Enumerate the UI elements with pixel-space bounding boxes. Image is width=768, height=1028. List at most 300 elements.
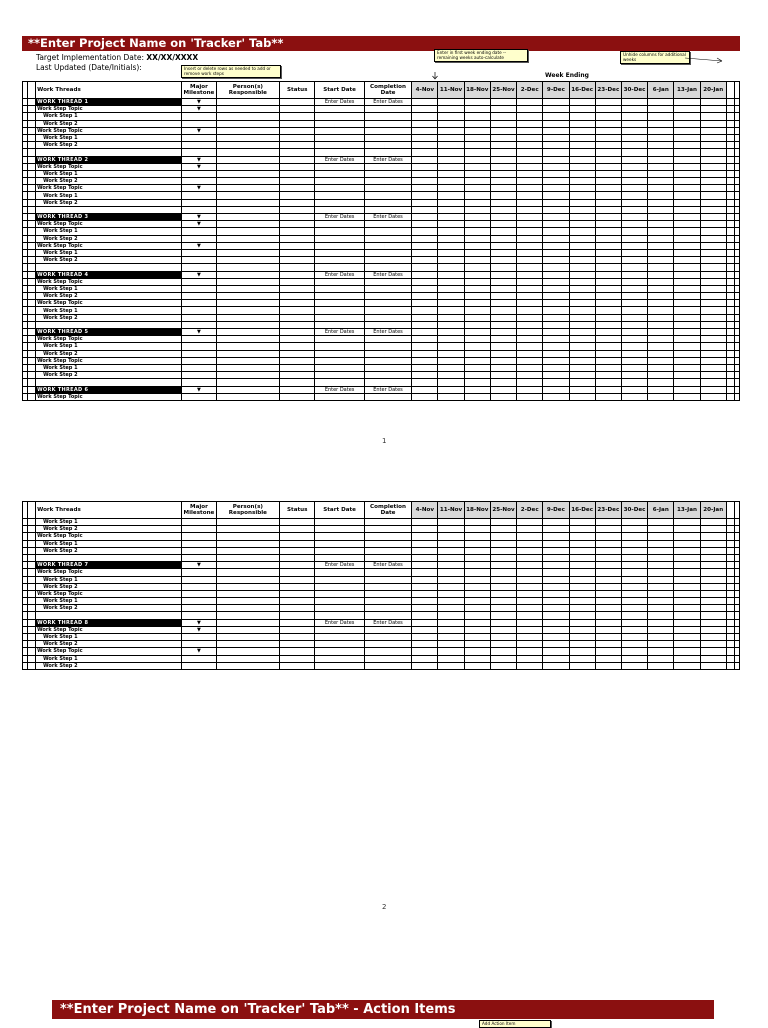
week-cell[interactable] bbox=[621, 590, 647, 597]
start-date-cell[interactable] bbox=[315, 393, 364, 400]
work-step-label[interactable]: Work Step Topic bbox=[36, 106, 182, 113]
week-cell[interactable] bbox=[464, 156, 490, 163]
week-cell[interactable] bbox=[569, 583, 595, 590]
status-cell[interactable] bbox=[280, 127, 315, 134]
week-cell[interactable] bbox=[700, 185, 726, 192]
status-cell[interactable] bbox=[280, 590, 315, 597]
status-cell[interactable] bbox=[280, 106, 315, 113]
week-cell[interactable] bbox=[412, 343, 438, 350]
week-cell[interactable] bbox=[412, 590, 438, 597]
week-cell[interactable] bbox=[490, 156, 516, 163]
work-step-label[interactable]: Work Step 1 bbox=[36, 113, 182, 120]
week-cell[interactable] bbox=[595, 583, 621, 590]
week-cell[interactable] bbox=[595, 178, 621, 185]
week-cell[interactable] bbox=[569, 648, 595, 655]
week-cell[interactable] bbox=[517, 364, 543, 371]
week-cell[interactable] bbox=[648, 540, 674, 547]
week-cell[interactable] bbox=[674, 554, 700, 561]
week-cell[interactable] bbox=[648, 271, 674, 278]
week-cell[interactable] bbox=[621, 357, 647, 364]
week-cell[interactable] bbox=[543, 662, 569, 669]
status-cell[interactable] bbox=[280, 134, 315, 141]
week-cell[interactable] bbox=[648, 228, 674, 235]
completion-date-cell[interactable] bbox=[364, 300, 411, 307]
week-cell[interactable] bbox=[700, 120, 726, 127]
week-cell[interactable] bbox=[490, 300, 516, 307]
completion-date-cell[interactable]: Enter Dates bbox=[364, 99, 411, 106]
week-cell[interactable] bbox=[674, 127, 700, 134]
start-date-cell[interactable] bbox=[315, 285, 364, 292]
week-cell[interactable] bbox=[543, 343, 569, 350]
start-date-cell[interactable] bbox=[315, 206, 364, 213]
responsible-cell[interactable] bbox=[216, 329, 280, 336]
week-cell[interactable] bbox=[490, 257, 516, 264]
week-cell[interactable] bbox=[674, 533, 700, 540]
week-cell[interactable] bbox=[517, 192, 543, 199]
responsible-cell[interactable] bbox=[216, 569, 280, 576]
status-cell[interactable] bbox=[280, 278, 315, 285]
week-cell[interactable] bbox=[674, 648, 700, 655]
responsible-cell[interactable] bbox=[216, 626, 280, 633]
week-cell[interactable] bbox=[464, 307, 490, 314]
week-cell[interactable] bbox=[569, 386, 595, 393]
week-cell[interactable] bbox=[674, 590, 700, 597]
week-cell[interactable] bbox=[621, 113, 647, 120]
week-cell[interactable] bbox=[648, 264, 674, 271]
week-cell[interactable] bbox=[621, 321, 647, 328]
week-cell[interactable] bbox=[543, 178, 569, 185]
week-cell[interactable] bbox=[700, 583, 726, 590]
week-cell[interactable] bbox=[517, 271, 543, 278]
week-cell[interactable] bbox=[569, 120, 595, 127]
week-cell[interactable] bbox=[412, 386, 438, 393]
week-cell[interactable] bbox=[621, 235, 647, 242]
week-cell[interactable] bbox=[595, 612, 621, 619]
milestone-cell[interactable] bbox=[182, 178, 216, 185]
milestone-cell[interactable] bbox=[182, 598, 216, 605]
week-cell[interactable] bbox=[595, 569, 621, 576]
week-cell[interactable] bbox=[412, 350, 438, 357]
week-cell[interactable] bbox=[490, 598, 516, 605]
week-cell[interactable] bbox=[700, 648, 726, 655]
work-step-label[interactable]: Work Step 2 bbox=[36, 314, 182, 321]
week-cell[interactable] bbox=[621, 99, 647, 106]
week-cell[interactable] bbox=[621, 554, 647, 561]
week-cell[interactable] bbox=[464, 547, 490, 554]
start-date-cell[interactable] bbox=[315, 626, 364, 633]
week-cell[interactable] bbox=[517, 134, 543, 141]
milestone-cell[interactable] bbox=[182, 142, 216, 149]
week-cell[interactable] bbox=[464, 235, 490, 242]
week-cell[interactable] bbox=[490, 554, 516, 561]
status-cell[interactable] bbox=[280, 372, 315, 379]
week-cell[interactable] bbox=[517, 526, 543, 533]
week-cell[interactable] bbox=[648, 127, 674, 134]
completion-date-cell[interactable] bbox=[364, 547, 411, 554]
week-cell[interactable] bbox=[438, 540, 464, 547]
week-cell[interactable] bbox=[621, 264, 647, 271]
week-cell[interactable] bbox=[648, 393, 674, 400]
week-cell[interactable] bbox=[412, 120, 438, 127]
week-cell[interactable] bbox=[517, 221, 543, 228]
start-date-cell[interactable]: Enter Dates bbox=[315, 386, 364, 393]
week-cell[interactable] bbox=[621, 350, 647, 357]
week-cell[interactable] bbox=[517, 655, 543, 662]
completion-date-cell[interactable] bbox=[364, 278, 411, 285]
week-cell[interactable] bbox=[674, 170, 700, 177]
week-cell[interactable] bbox=[621, 329, 647, 336]
week-cell[interactable] bbox=[490, 372, 516, 379]
start-date-cell[interactable] bbox=[315, 372, 364, 379]
week-cell[interactable] bbox=[464, 554, 490, 561]
week-cell[interactable] bbox=[648, 590, 674, 597]
start-date-cell[interactable] bbox=[315, 662, 364, 669]
week-cell[interactable] bbox=[621, 364, 647, 371]
week-cell[interactable] bbox=[648, 235, 674, 242]
week-cell[interactable] bbox=[543, 221, 569, 228]
week-cell[interactable] bbox=[438, 278, 464, 285]
week-cell[interactable] bbox=[674, 526, 700, 533]
week-cell[interactable] bbox=[700, 149, 726, 156]
week-cell[interactable] bbox=[621, 655, 647, 662]
work-step-label[interactable] bbox=[36, 206, 182, 213]
week-cell[interactable] bbox=[438, 257, 464, 264]
status-cell[interactable] bbox=[280, 386, 315, 393]
week-cell[interactable] bbox=[700, 242, 726, 249]
responsible-cell[interactable] bbox=[216, 357, 280, 364]
week-cell[interactable] bbox=[595, 285, 621, 292]
week-cell[interactable] bbox=[595, 106, 621, 113]
week-cell[interactable] bbox=[438, 519, 464, 526]
milestone-cell[interactable] bbox=[182, 547, 216, 554]
week-cell[interactable] bbox=[595, 648, 621, 655]
work-step-label[interactable]: Work Step 2 bbox=[36, 605, 182, 612]
week-cell[interactable] bbox=[648, 336, 674, 343]
week-cell[interactable] bbox=[543, 336, 569, 343]
work-step-label[interactable]: Work Step 2 bbox=[36, 583, 182, 590]
week-cell[interactable] bbox=[464, 329, 490, 336]
milestone-cell[interactable]: ▼ bbox=[182, 619, 216, 626]
week-cell[interactable] bbox=[595, 357, 621, 364]
week-cell[interactable] bbox=[464, 149, 490, 156]
week-cell[interactable] bbox=[543, 134, 569, 141]
week-cell[interactable] bbox=[674, 271, 700, 278]
week-cell[interactable] bbox=[621, 142, 647, 149]
completion-date-cell[interactable] bbox=[364, 343, 411, 350]
week-cell[interactable] bbox=[412, 357, 438, 364]
week-cell[interactable] bbox=[648, 113, 674, 120]
week-cell[interactable] bbox=[412, 540, 438, 547]
week-cell[interactable] bbox=[464, 120, 490, 127]
week-cell[interactable] bbox=[648, 598, 674, 605]
week-cell[interactable] bbox=[700, 350, 726, 357]
week-cell[interactable] bbox=[595, 170, 621, 177]
completion-date-cell[interactable] bbox=[364, 293, 411, 300]
week-cell[interactable] bbox=[490, 271, 516, 278]
start-date-cell[interactable]: Enter Dates bbox=[315, 562, 364, 569]
week-cell[interactable] bbox=[674, 134, 700, 141]
week-cell[interactable] bbox=[700, 99, 726, 106]
week-cell[interactable] bbox=[543, 576, 569, 583]
completion-date-cell[interactable] bbox=[364, 192, 411, 199]
completion-date-cell[interactable] bbox=[364, 127, 411, 134]
completion-date-cell[interactable]: Enter Dates bbox=[364, 214, 411, 221]
week-cell[interactable] bbox=[569, 533, 595, 540]
week-cell[interactable] bbox=[648, 106, 674, 113]
week-cell[interactable] bbox=[648, 350, 674, 357]
week-cell[interactable] bbox=[517, 626, 543, 633]
status-cell[interactable] bbox=[280, 569, 315, 576]
week-cell[interactable] bbox=[648, 547, 674, 554]
responsible-cell[interactable] bbox=[216, 192, 280, 199]
week-cell[interactable] bbox=[569, 612, 595, 619]
week-cell[interactable] bbox=[674, 235, 700, 242]
week-cell[interactable] bbox=[438, 185, 464, 192]
week-cell[interactable] bbox=[595, 235, 621, 242]
week-cell[interactable] bbox=[517, 285, 543, 292]
week-cell[interactable] bbox=[543, 321, 569, 328]
week-cell[interactable] bbox=[517, 293, 543, 300]
week-cell[interactable] bbox=[517, 278, 543, 285]
start-date-cell[interactable] bbox=[315, 655, 364, 662]
milestone-cell[interactable] bbox=[182, 199, 216, 206]
status-cell[interactable] bbox=[280, 598, 315, 605]
week-cell[interactable] bbox=[621, 192, 647, 199]
week-cell[interactable] bbox=[412, 598, 438, 605]
week-cell[interactable] bbox=[648, 163, 674, 170]
responsible-cell[interactable] bbox=[216, 206, 280, 213]
milestone-cell[interactable] bbox=[182, 519, 216, 526]
status-cell[interactable] bbox=[280, 350, 315, 357]
responsible-cell[interactable] bbox=[216, 562, 280, 569]
week-cell[interactable] bbox=[517, 619, 543, 626]
start-date-cell[interactable] bbox=[315, 598, 364, 605]
status-cell[interactable] bbox=[280, 540, 315, 547]
milestone-cell[interactable]: ▼ bbox=[182, 106, 216, 113]
week-cell[interactable] bbox=[700, 321, 726, 328]
completion-date-cell[interactable] bbox=[364, 321, 411, 328]
week-cell[interactable] bbox=[648, 120, 674, 127]
week-cell[interactable] bbox=[543, 641, 569, 648]
week-cell[interactable] bbox=[464, 106, 490, 113]
week-cell[interactable] bbox=[543, 357, 569, 364]
week-cell[interactable] bbox=[543, 590, 569, 597]
week-cell[interactable] bbox=[621, 242, 647, 249]
week-cell[interactable] bbox=[412, 149, 438, 156]
week-cell[interactable] bbox=[543, 257, 569, 264]
work-thread-label[interactable]: WORK THREAD 8 bbox=[36, 619, 182, 626]
milestone-cell[interactable] bbox=[182, 641, 216, 648]
week-cell[interactable] bbox=[569, 185, 595, 192]
work-step-label[interactable]: Work Step Topic bbox=[36, 185, 182, 192]
week-cell[interactable] bbox=[648, 357, 674, 364]
week-cell[interactable] bbox=[543, 264, 569, 271]
week-cell[interactable] bbox=[438, 156, 464, 163]
milestone-cell[interactable] bbox=[182, 206, 216, 213]
week-cell[interactable] bbox=[674, 641, 700, 648]
week-cell[interactable] bbox=[569, 242, 595, 249]
work-step-label[interactable]: Work Step Topic bbox=[36, 300, 182, 307]
completion-date-cell[interactable] bbox=[364, 113, 411, 120]
week-cell[interactable] bbox=[438, 547, 464, 554]
week-cell[interactable] bbox=[621, 547, 647, 554]
week-cell[interactable] bbox=[674, 350, 700, 357]
work-step-label[interactable]: Work Step 2 bbox=[36, 257, 182, 264]
milestone-cell[interactable]: ▼ bbox=[182, 163, 216, 170]
week-cell[interactable] bbox=[490, 120, 516, 127]
week-cell[interactable] bbox=[543, 242, 569, 249]
week-cell[interactable] bbox=[648, 242, 674, 249]
work-thread-label[interactable]: WORK THREAD 5 bbox=[36, 329, 182, 336]
week-cell[interactable] bbox=[569, 99, 595, 106]
week-cell[interactable] bbox=[595, 554, 621, 561]
week-cell[interactable] bbox=[648, 533, 674, 540]
status-cell[interactable] bbox=[280, 554, 315, 561]
week-cell[interactable] bbox=[543, 99, 569, 106]
week-cell[interactable] bbox=[438, 214, 464, 221]
week-cell[interactable] bbox=[543, 120, 569, 127]
week-cell[interactable] bbox=[464, 605, 490, 612]
week-cell[interactable] bbox=[543, 598, 569, 605]
start-date-cell[interactable] bbox=[315, 149, 364, 156]
work-step-label[interactable]: Work Step Topic bbox=[36, 221, 182, 228]
week-cell[interactable] bbox=[621, 300, 647, 307]
week-cell[interactable] bbox=[438, 386, 464, 393]
week-cell[interactable] bbox=[464, 192, 490, 199]
week-cell[interactable] bbox=[438, 329, 464, 336]
week-cell[interactable] bbox=[674, 149, 700, 156]
week-cell[interactable] bbox=[674, 612, 700, 619]
work-step-label[interactable]: Work Step 2 bbox=[36, 293, 182, 300]
week-cell[interactable] bbox=[490, 199, 516, 206]
milestone-cell[interactable] bbox=[182, 285, 216, 292]
week-cell[interactable] bbox=[543, 278, 569, 285]
start-date-cell[interactable] bbox=[315, 127, 364, 134]
week-cell[interactable] bbox=[438, 314, 464, 321]
completion-date-cell[interactable] bbox=[364, 314, 411, 321]
work-step-label[interactable]: Work Step Topic bbox=[36, 393, 182, 400]
completion-date-cell[interactable] bbox=[364, 372, 411, 379]
week-cell[interactable] bbox=[490, 235, 516, 242]
start-date-cell[interactable] bbox=[315, 264, 364, 271]
start-date-cell[interactable]: Enter Dates bbox=[315, 99, 364, 106]
week-cell[interactable] bbox=[595, 321, 621, 328]
completion-date-cell[interactable] bbox=[364, 576, 411, 583]
week-cell[interactable] bbox=[517, 185, 543, 192]
responsible-cell[interactable] bbox=[216, 185, 280, 192]
week-cell[interactable] bbox=[674, 185, 700, 192]
week-cell[interactable] bbox=[412, 293, 438, 300]
week-cell[interactable] bbox=[517, 641, 543, 648]
week-cell[interactable] bbox=[464, 533, 490, 540]
completion-date-cell[interactable] bbox=[364, 264, 411, 271]
week-cell[interactable] bbox=[517, 648, 543, 655]
responsible-cell[interactable] bbox=[216, 271, 280, 278]
start-date-cell[interactable] bbox=[315, 257, 364, 264]
week-cell[interactable] bbox=[569, 127, 595, 134]
week-cell[interactable] bbox=[464, 214, 490, 221]
week-cell[interactable] bbox=[700, 156, 726, 163]
week-cell[interactable] bbox=[569, 293, 595, 300]
week-cell[interactable] bbox=[464, 393, 490, 400]
week-cell[interactable] bbox=[648, 648, 674, 655]
week-cell[interactable] bbox=[543, 364, 569, 371]
week-cell[interactable] bbox=[569, 156, 595, 163]
status-cell[interactable] bbox=[280, 533, 315, 540]
week-cell[interactable] bbox=[438, 271, 464, 278]
week-cell[interactable] bbox=[674, 364, 700, 371]
week-cell[interactable] bbox=[517, 199, 543, 206]
week-cell[interactable] bbox=[700, 199, 726, 206]
milestone-cell[interactable] bbox=[182, 372, 216, 379]
status-cell[interactable] bbox=[280, 271, 315, 278]
week-cell[interactable] bbox=[412, 178, 438, 185]
week-cell[interactable] bbox=[490, 655, 516, 662]
status-cell[interactable] bbox=[280, 293, 315, 300]
completion-date-cell[interactable] bbox=[364, 641, 411, 648]
week-cell[interactable] bbox=[490, 590, 516, 597]
work-step-label[interactable] bbox=[36, 321, 182, 328]
week-cell[interactable] bbox=[569, 214, 595, 221]
week-cell[interactable] bbox=[438, 590, 464, 597]
status-cell[interactable] bbox=[280, 235, 315, 242]
week-cell[interactable] bbox=[412, 134, 438, 141]
week-cell[interactable] bbox=[674, 321, 700, 328]
week-cell[interactable] bbox=[464, 178, 490, 185]
work-step-label[interactable]: Work Step 2 bbox=[36, 547, 182, 554]
week-cell[interactable] bbox=[517, 113, 543, 120]
work-step-label[interactable]: Work Step 1 bbox=[36, 343, 182, 350]
week-cell[interactable] bbox=[517, 519, 543, 526]
week-cell[interactable] bbox=[648, 519, 674, 526]
start-date-cell[interactable] bbox=[315, 519, 364, 526]
responsible-cell[interactable] bbox=[216, 576, 280, 583]
responsible-cell[interactable] bbox=[216, 127, 280, 134]
week-cell[interactable] bbox=[438, 612, 464, 619]
work-step-label[interactable]: Work Step 1 bbox=[36, 285, 182, 292]
week-cell[interactable] bbox=[543, 149, 569, 156]
start-date-cell[interactable]: Enter Dates bbox=[315, 271, 364, 278]
week-cell[interactable] bbox=[674, 113, 700, 120]
week-cell[interactable] bbox=[490, 185, 516, 192]
week-cell[interactable] bbox=[438, 634, 464, 641]
week-cell[interactable] bbox=[569, 134, 595, 141]
week-cell[interactable] bbox=[438, 569, 464, 576]
status-cell[interactable] bbox=[280, 321, 315, 328]
week-cell[interactable] bbox=[621, 127, 647, 134]
week-cell[interactable] bbox=[490, 278, 516, 285]
week-cell[interactable] bbox=[621, 170, 647, 177]
responsible-cell[interactable] bbox=[216, 641, 280, 648]
week-cell[interactable] bbox=[464, 655, 490, 662]
week-cell[interactable] bbox=[438, 321, 464, 328]
week-cell[interactable] bbox=[569, 142, 595, 149]
week-cell[interactable] bbox=[490, 364, 516, 371]
week-cell[interactable] bbox=[464, 562, 490, 569]
completion-date-cell[interactable] bbox=[364, 206, 411, 213]
work-thread-label[interactable]: WORK THREAD 4 bbox=[36, 271, 182, 278]
week-cell[interactable] bbox=[543, 271, 569, 278]
work-step-label[interactable]: Work Step Topic bbox=[36, 242, 182, 249]
responsible-cell[interactable] bbox=[216, 307, 280, 314]
week-cell[interactable] bbox=[412, 364, 438, 371]
completion-date-cell[interactable]: Enter Dates bbox=[364, 386, 411, 393]
milestone-cell[interactable]: ▼ bbox=[182, 271, 216, 278]
week-cell[interactable] bbox=[438, 583, 464, 590]
week-cell[interactable] bbox=[438, 228, 464, 235]
week-cell[interactable] bbox=[674, 99, 700, 106]
week-cell[interactable] bbox=[438, 206, 464, 213]
